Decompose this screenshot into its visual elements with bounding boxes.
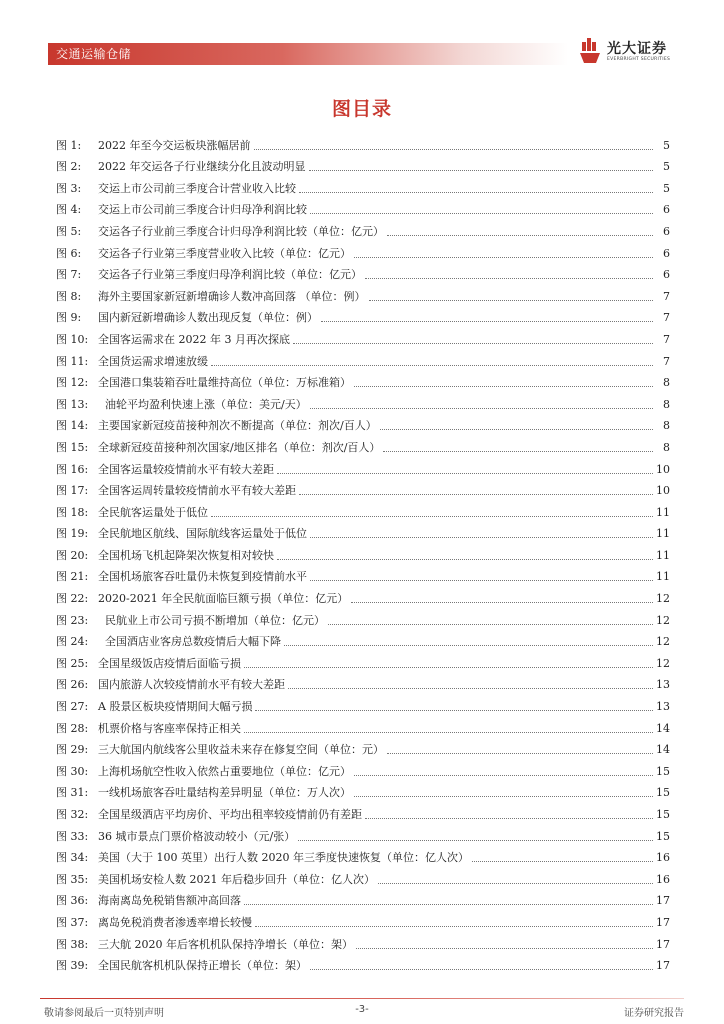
toc-figure-title: 油轮平均盈利快速上涨（单位：美元/天） [98, 397, 307, 411]
toc-page-number: 7 [663, 354, 670, 368]
toc-figure-label: 图 23: [56, 613, 89, 627]
page-number: -3- [355, 1004, 369, 1015]
toc-leader-dots [244, 731, 653, 733]
toc-figure-label: 图 11: [56, 354, 89, 368]
toc-entry[interactable] [56, 498, 670, 520]
toc-entry[interactable] [56, 541, 670, 563]
toc-figure-title: 国内旅游人次较疫情前水平有较大差距 [98, 678, 285, 692]
toc-leader-dots [310, 968, 653, 970]
toc-page-number: 8 [663, 440, 670, 454]
toc-entry[interactable] [56, 174, 670, 196]
toc-figure-label: 图 39: [56, 959, 89, 973]
toc-entry[interactable] [56, 131, 670, 153]
footer-divider [40, 998, 684, 999]
toc-page-number: 12 [656, 656, 670, 670]
toc-figure-label: 图 24: [56, 635, 89, 649]
toc-figure-label: 图 5: [56, 224, 82, 238]
toc-figure-title: 全民航地区航线、国际航线客运量处于低位 [98, 527, 307, 541]
toc-entry[interactable] [56, 369, 670, 391]
toc-entry[interactable] [56, 282, 670, 304]
toc-page-number: 14 [656, 721, 670, 735]
toc-figure-title: 全国港口集装箱吞吐量维持高位（单位：万标准箱） [98, 376, 351, 390]
toc-page-number: 11 [656, 527, 670, 541]
toc-entry[interactable] [56, 239, 670, 261]
toc-leader-dots [284, 644, 653, 646]
toc-entry[interactable] [56, 692, 670, 714]
toc-figure-label: 图 35: [56, 872, 89, 886]
toc-figure-title: 三大航 2020 年后客机机队保持净增长（单位：架） [98, 937, 353, 951]
toc-entry[interactable] [56, 347, 670, 369]
brand-logo [580, 38, 680, 68]
toc-figure-title: 上海机场航空性收入依然占重要地位（单位：亿元） [98, 764, 351, 778]
toc-figure-label: 图 33: [56, 829, 89, 843]
toc-figure-label: 图 29: [56, 743, 89, 757]
toc-leader-dots [254, 148, 654, 150]
toc-figure-title: 2022 年至今交运板块涨幅居前 [98, 138, 251, 152]
toc-page-number: 7 [663, 289, 670, 303]
toc-figure-label: 图 38: [56, 937, 89, 951]
toc-entry[interactable] [56, 520, 670, 542]
toc-page-number: 15 [656, 808, 670, 821]
toc-entry[interactable] [56, 325, 670, 347]
toc-entry[interactable] [56, 196, 670, 218]
toc-entry[interactable] [56, 433, 670, 455]
toc-page-number: 17 [656, 937, 670, 951]
toc-leader-dots [354, 774, 653, 776]
toc-figure-label: 图 22: [56, 592, 89, 606]
toc-figure-label: 图 19: [56, 527, 89, 541]
toc-leader-dots [365, 277, 653, 279]
toc-entry[interactable] [56, 908, 670, 930]
toc-leader-dots [369, 299, 654, 301]
toc-entry[interactable] [56, 865, 670, 887]
toc-entry[interactable] [56, 390, 670, 412]
toc-figure-label: 图 16: [56, 462, 89, 476]
toc-entry[interactable] [56, 477, 670, 499]
toc-leader-dots [211, 364, 653, 366]
toc-figure-label: 图 13: [56, 397, 89, 411]
toc-figure-label: 图 7: [56, 268, 82, 282]
toc-leader-dots [288, 687, 653, 689]
toc-page-number: 6 [663, 224, 670, 238]
toc-figure-title: 全国客运周转量较疫情前水平有较大差距 [98, 484, 296, 498]
toc-figure-title: 三大航国内航线客公里收益未来存在修复空间（单位：元） [98, 743, 384, 757]
toc-entry[interactable] [56, 930, 670, 952]
brand-name-en: EVERBRIGHT SECURITIES [607, 57, 671, 62]
brand-name-cn: 光大证券 [607, 41, 667, 57]
toc-leader-dots [299, 493, 653, 495]
toc-leader-dots [244, 903, 653, 905]
toc-entry[interactable] [56, 757, 670, 779]
toc-figure-title: 36 城市景点门票价格波动较小（元/张） [98, 829, 296, 843]
section-label: 交通运输仓储 [56, 47, 132, 61]
toc-figure-label: 图 27: [56, 700, 89, 714]
toc-figure-title: 交运各子行业前三季度合计归母净利润比较（单位：亿元） [98, 224, 384, 238]
brand-mark-icon [580, 38, 602, 64]
toc-figure-label: 图 30: [56, 764, 89, 778]
toc-figure-label: 图 36: [56, 894, 89, 908]
toc-figure-title: 海外主要国家新冠新增确诊人数冲高回落 （单位：例） [98, 289, 366, 303]
toc-leader-dots [255, 925, 653, 927]
toc-leader-dots [298, 839, 653, 841]
toc-page-number: 11 [656, 548, 670, 562]
toc-figure-label: 图 9: [56, 311, 82, 325]
toc-leader-dots [328, 623, 653, 625]
toc-leader-dots [310, 579, 653, 581]
toc-entry[interactable] [56, 800, 670, 822]
toc-entry[interactable] [56, 412, 670, 434]
toc-figure-title: 交运上市公司前三季度合计营业收入比较 [98, 181, 296, 195]
footer-report-type: 证券研究报告 [624, 1008, 684, 1019]
toc-figure-label: 图 14: [56, 419, 89, 433]
toc-figure-label: 图 3: [56, 181, 82, 195]
toc-entry[interactable] [56, 649, 670, 671]
toc-figure-label: 图 1: [56, 138, 82, 152]
toc-entry[interactable] [56, 563, 670, 585]
toc-page-number: 6 [663, 268, 670, 282]
toc-entry[interactable] [56, 606, 670, 628]
toc-page-number: 5 [663, 138, 670, 152]
toc-leader-dots [299, 191, 653, 193]
toc-entry[interactable] [56, 628, 670, 650]
toc-figure-title: 全民航客运量处于低位 [98, 505, 208, 519]
toc-entry[interactable] [56, 304, 670, 326]
toc-figure-label: 图 4: [56, 203, 82, 217]
toc-figure-title: 全国星级酒店平均房价、平均出租率较疫情前仍有差距 [98, 808, 362, 821]
toc-page-number: 11 [656, 505, 670, 519]
toc-leader-dots [310, 407, 653, 409]
toc-figure-title: 民航业上市公司亏损不断增加（单位：亿元） [98, 613, 325, 627]
toc-figure-title: 一线机场旅客吞吐量结构差异明显（单位：万人次） [98, 786, 351, 800]
toc-figure-title: 全国机场旅客吞吐量仍未恢复到疫情前水平 [98, 570, 307, 584]
toc-figure-label: 图 32: [56, 808, 89, 821]
toc-figure-label: 图 8: [56, 289, 82, 303]
toc-leader-dots [277, 558, 653, 560]
toc-figure-title: 全国货运需求增速放缓 [98, 354, 208, 368]
toc-figure-title: 全国酒店业客房总数疫情后大幅下降 [98, 635, 281, 649]
toc-figure-title: A 股景区板块疫情期间大幅亏损 [98, 700, 253, 714]
toc-entry[interactable] [56, 736, 670, 758]
toc-page-number: 13 [656, 678, 670, 692]
toc-figure-title: 全国客运量较疫情前水平有较大差距 [98, 462, 274, 476]
toc-figure-title: 主要国家新冠疫苗接种剂次不断提高（单位：剂次/百人） [98, 419, 377, 433]
figure-list [56, 131, 670, 973]
toc-page-number: 13 [656, 700, 670, 714]
toc-entry[interactable] [56, 153, 670, 175]
toc-entry[interactable] [56, 779, 670, 801]
toc-figure-label: 图 10: [56, 332, 89, 346]
toc-figure-title: 全国民航客机机队保持正增长（单位：架） [98, 959, 307, 973]
toc-entry[interactable] [56, 887, 670, 909]
toc-entry[interactable] [56, 584, 670, 606]
toc-leader-dots [383, 450, 653, 452]
toc-page-number: 10 [656, 462, 670, 476]
toc-page-number: 17 [656, 915, 670, 929]
toc-leader-dots [309, 169, 654, 171]
toc-figure-label: 图 2: [56, 160, 82, 174]
toc-figure-label: 图 28: [56, 721, 89, 735]
toc-leader-dots [354, 256, 653, 258]
page-title: 图目录 [331, 98, 392, 120]
toc-figure-label: 图 25: [56, 656, 89, 670]
toc-entry[interactable] [56, 822, 670, 844]
toc-page-number: 6 [663, 203, 670, 217]
toc-leader-dots [255, 709, 653, 711]
toc-page-number: 7 [663, 332, 670, 346]
toc-figure-title: 全国客运需求在 2022 年 3 月再次探底 [98, 332, 290, 346]
toc-leader-dots [321, 320, 653, 322]
toc-page-number: 8 [663, 397, 670, 411]
toc-figure-title: 美国机场安检人数 2021 年后稳步回升（单位：亿人次） [98, 872, 375, 886]
toc-entry[interactable] [56, 261, 670, 283]
toc-leader-dots [211, 515, 653, 517]
toc-page-number: 8 [663, 419, 670, 433]
toc-figure-title: 全国星级饭店疫情后面临亏损 [98, 656, 241, 670]
toc-entry[interactable] [56, 952, 670, 974]
toc-figure-label: 图 20: [56, 548, 89, 562]
toc-leader-dots [310, 212, 653, 214]
toc-figure-label: 图 34: [56, 851, 89, 865]
toc-figure-label: 图 6: [56, 246, 82, 260]
toc-page-number: 15 [656, 829, 670, 843]
toc-leader-dots [378, 882, 653, 884]
toc-leader-dots [380, 428, 653, 430]
toc-figure-label: 图 18: [56, 505, 89, 519]
toc-figure-label: 图 26: [56, 678, 89, 692]
toc-page-number: 5 [663, 160, 670, 174]
toc-figure-title: 2022 年交运各子行业继续分化且波动明显 [98, 160, 306, 174]
toc-page-number: 15 [656, 786, 670, 800]
toc-figure-title: 全国机场飞机起降架次恢复相对较快 [98, 548, 274, 562]
toc-leader-dots [356, 947, 653, 949]
toc-figure-title: 机票价格与客座率保持正相关 [98, 721, 241, 735]
toc-figure-title: 2020-2021 年全民航面临巨额亏损（单位：亿元） [98, 592, 349, 606]
toc-figure-label: 图 12: [56, 376, 89, 390]
toc-page-number: 16 [656, 851, 670, 865]
toc-page-number: 5 [663, 181, 670, 195]
toc-leader-dots [310, 536, 653, 538]
toc-entry[interactable] [56, 714, 670, 736]
toc-entry[interactable] [56, 844, 670, 866]
toc-figure-label: 图 17: [56, 484, 89, 498]
toc-leader-dots [354, 385, 653, 387]
toc-page-number: 12 [656, 592, 670, 606]
toc-page-number: 16 [656, 872, 670, 886]
toc-leader-dots [277, 472, 653, 474]
toc-leader-dots [387, 234, 653, 236]
toc-page-number: 12 [656, 613, 670, 627]
toc-figure-label: 图 37: [56, 915, 89, 929]
toc-page-number: 17 [656, 959, 670, 973]
toc-page-number: 7 [663, 311, 670, 325]
toc-entry[interactable] [56, 671, 670, 693]
toc-figure-title: 海南离岛免税销售额冲高回落 [98, 894, 241, 908]
toc-figure-title: 离岛免税消费者渗透率增长较慢 [98, 915, 252, 929]
toc-figure-title: 全球新冠疫苗接种剂次国家/地区排名（单位：剂次/百人） [98, 440, 381, 454]
toc-page-number: 17 [656, 894, 670, 908]
toc-figure-label: 图 15: [56, 440, 89, 454]
toc-leader-dots [354, 795, 653, 797]
footer-disclaimer: 敬请参阅最后一页特别声明 [44, 1008, 164, 1019]
toc-page-number: 14 [656, 743, 670, 757]
toc-figure-title: 交运各子行业第三季度归母净利润比较（单位：亿元） [98, 268, 362, 282]
toc-figure-title: 国内新冠新增确诊人数出现反复（单位：例） [98, 311, 318, 325]
toc-leader-dots [472, 860, 653, 862]
toc-leader-dots [293, 342, 653, 344]
toc-page-number: 12 [656, 635, 670, 649]
toc-entry[interactable] [56, 455, 670, 477]
toc-page-number: 6 [663, 246, 670, 260]
toc-entry[interactable] [56, 217, 670, 239]
toc-page-number: 8 [663, 376, 670, 390]
toc-page-number: 10 [656, 484, 670, 498]
toc-page-number: 15 [656, 764, 670, 778]
toc-figure-title: 交运上市公司前三季度合计归母净利润比较 [98, 203, 307, 217]
toc-figure-label: 图 31: [56, 786, 89, 800]
toc-leader-dots [365, 817, 653, 819]
toc-leader-dots [387, 752, 653, 754]
toc-leader-dots [351, 601, 653, 603]
toc-page-number: 11 [656, 570, 670, 584]
toc-figure-label: 图 21: [56, 570, 89, 584]
toc-leader-dots [244, 666, 653, 668]
toc-figure-title: 交运各子行业第三季度营业收入比较（单位：亿元） [98, 246, 351, 260]
toc-figure-title: 美国（大于 100 英里）出行人数 2020 年三季度快速恢复（单位：亿人次） [98, 851, 469, 865]
